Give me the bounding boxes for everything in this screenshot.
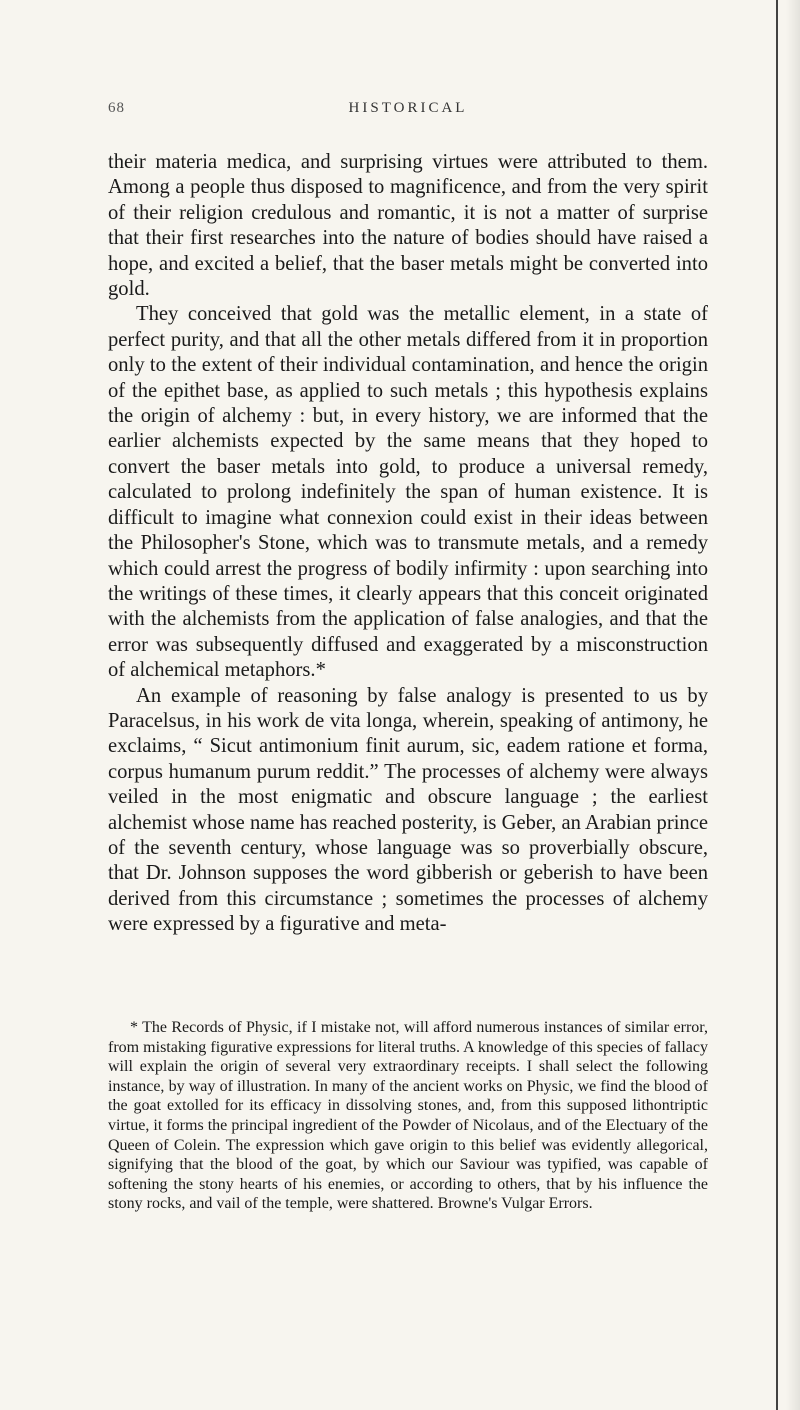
paragraph-2: They conceived that gold was the metallic element, in a state of perfect purity, and that all the other metals differed from it in proportion only to the extent of their individual contamination, and hence the origin of the epithet base, as applied to such metals ; this hypothesis explains the origin of alchemy : but, in every history, we are informed that the earlier alchemists expected by the same means that they hoped to convert the baser metals into gold, to produce a universal remedy, calculated to prolong indefinitely the span of human existence. It is difficult to imagine what connexion could exist in their ideas between the Philosopher's Stone, which was to transmute metals, and a remedy which could arrest the progress of bodily infirmity : upon searching into the writings of these times, it clearly appears that this conceit originated with the alchemists from the application of false analogies, and that the error was subsequently diffused and exaggerated by a misconstruction of alchemical metaphors.*: [108, 303, 708, 682]
footnote: [108, 1018, 708, 1214]
paragraph-1: their materia medica, and surprising virtues were attributed to them. Among a people thus disposed to magnificence, and from the very spirit of their religion credulous and romantic, it is not a matter of surprise that their first researches into the nature of bodies should have raised a hope, and excited a belief, that the baser metals might be converted into gold.: [108, 151, 708, 301]
main-text: [108, 150, 708, 938]
binding-edge-line: [776, 0, 778, 1410]
page-number: 68: [108, 100, 125, 116]
footnote-text: * The Records of Physic, if I mistake not, will afford numerous instances of similar error, from mistaking figurative expressions for literal truths. A knowledge of this species of fallacy will explain the origin of several very extraordinary receipts. I shall select the following instance, by way of illustration. In many of the ancient works on Physic, we find the blood of the goat extolled for its efficacy in dissolving stones, and, from this supposed lithontriptic virtue, it forms the principal ingredient of the Powder of Nicolaus, and of the Electuary of the Queen of Colein. The expression which gave origin to this belief was evidently allegorical, signifying that the blood of the goat, by which our Saviour was typified, was capable of softening the stony hearts of his enemies, or according to others, that by his influence the stony rocks, and vail of the temple, were shattered. Browne's Vulgar Errors.: [108, 1019, 708, 1213]
page-header: [108, 100, 708, 124]
running-head: HISTORICAL: [348, 100, 468, 116]
paragraph-3: An example of reasoning by false analogy is presented to us by Paracelsus, in his work de vita longa, wherein, speaking of antimony, he exclaims, “ Sicut antimonium finit aurum, sic, eadem ratione et forma, corpus humanum purum reddit.” The processes of alchemy were always veiled in the most enigmatic and obscure language ; the earliest alchemist whose name has reached posterity, is Geber, an Arabian prince of the seventh century, whose language was so proverbially obscure, that Dr. Johnson supposes the word gibberish or geberish to have been derived from this circumstance ; sometimes the processes of alchemy were expressed by a figurative and meta-: [108, 684, 708, 936]
page-edge-shadow: [786, 0, 800, 1410]
